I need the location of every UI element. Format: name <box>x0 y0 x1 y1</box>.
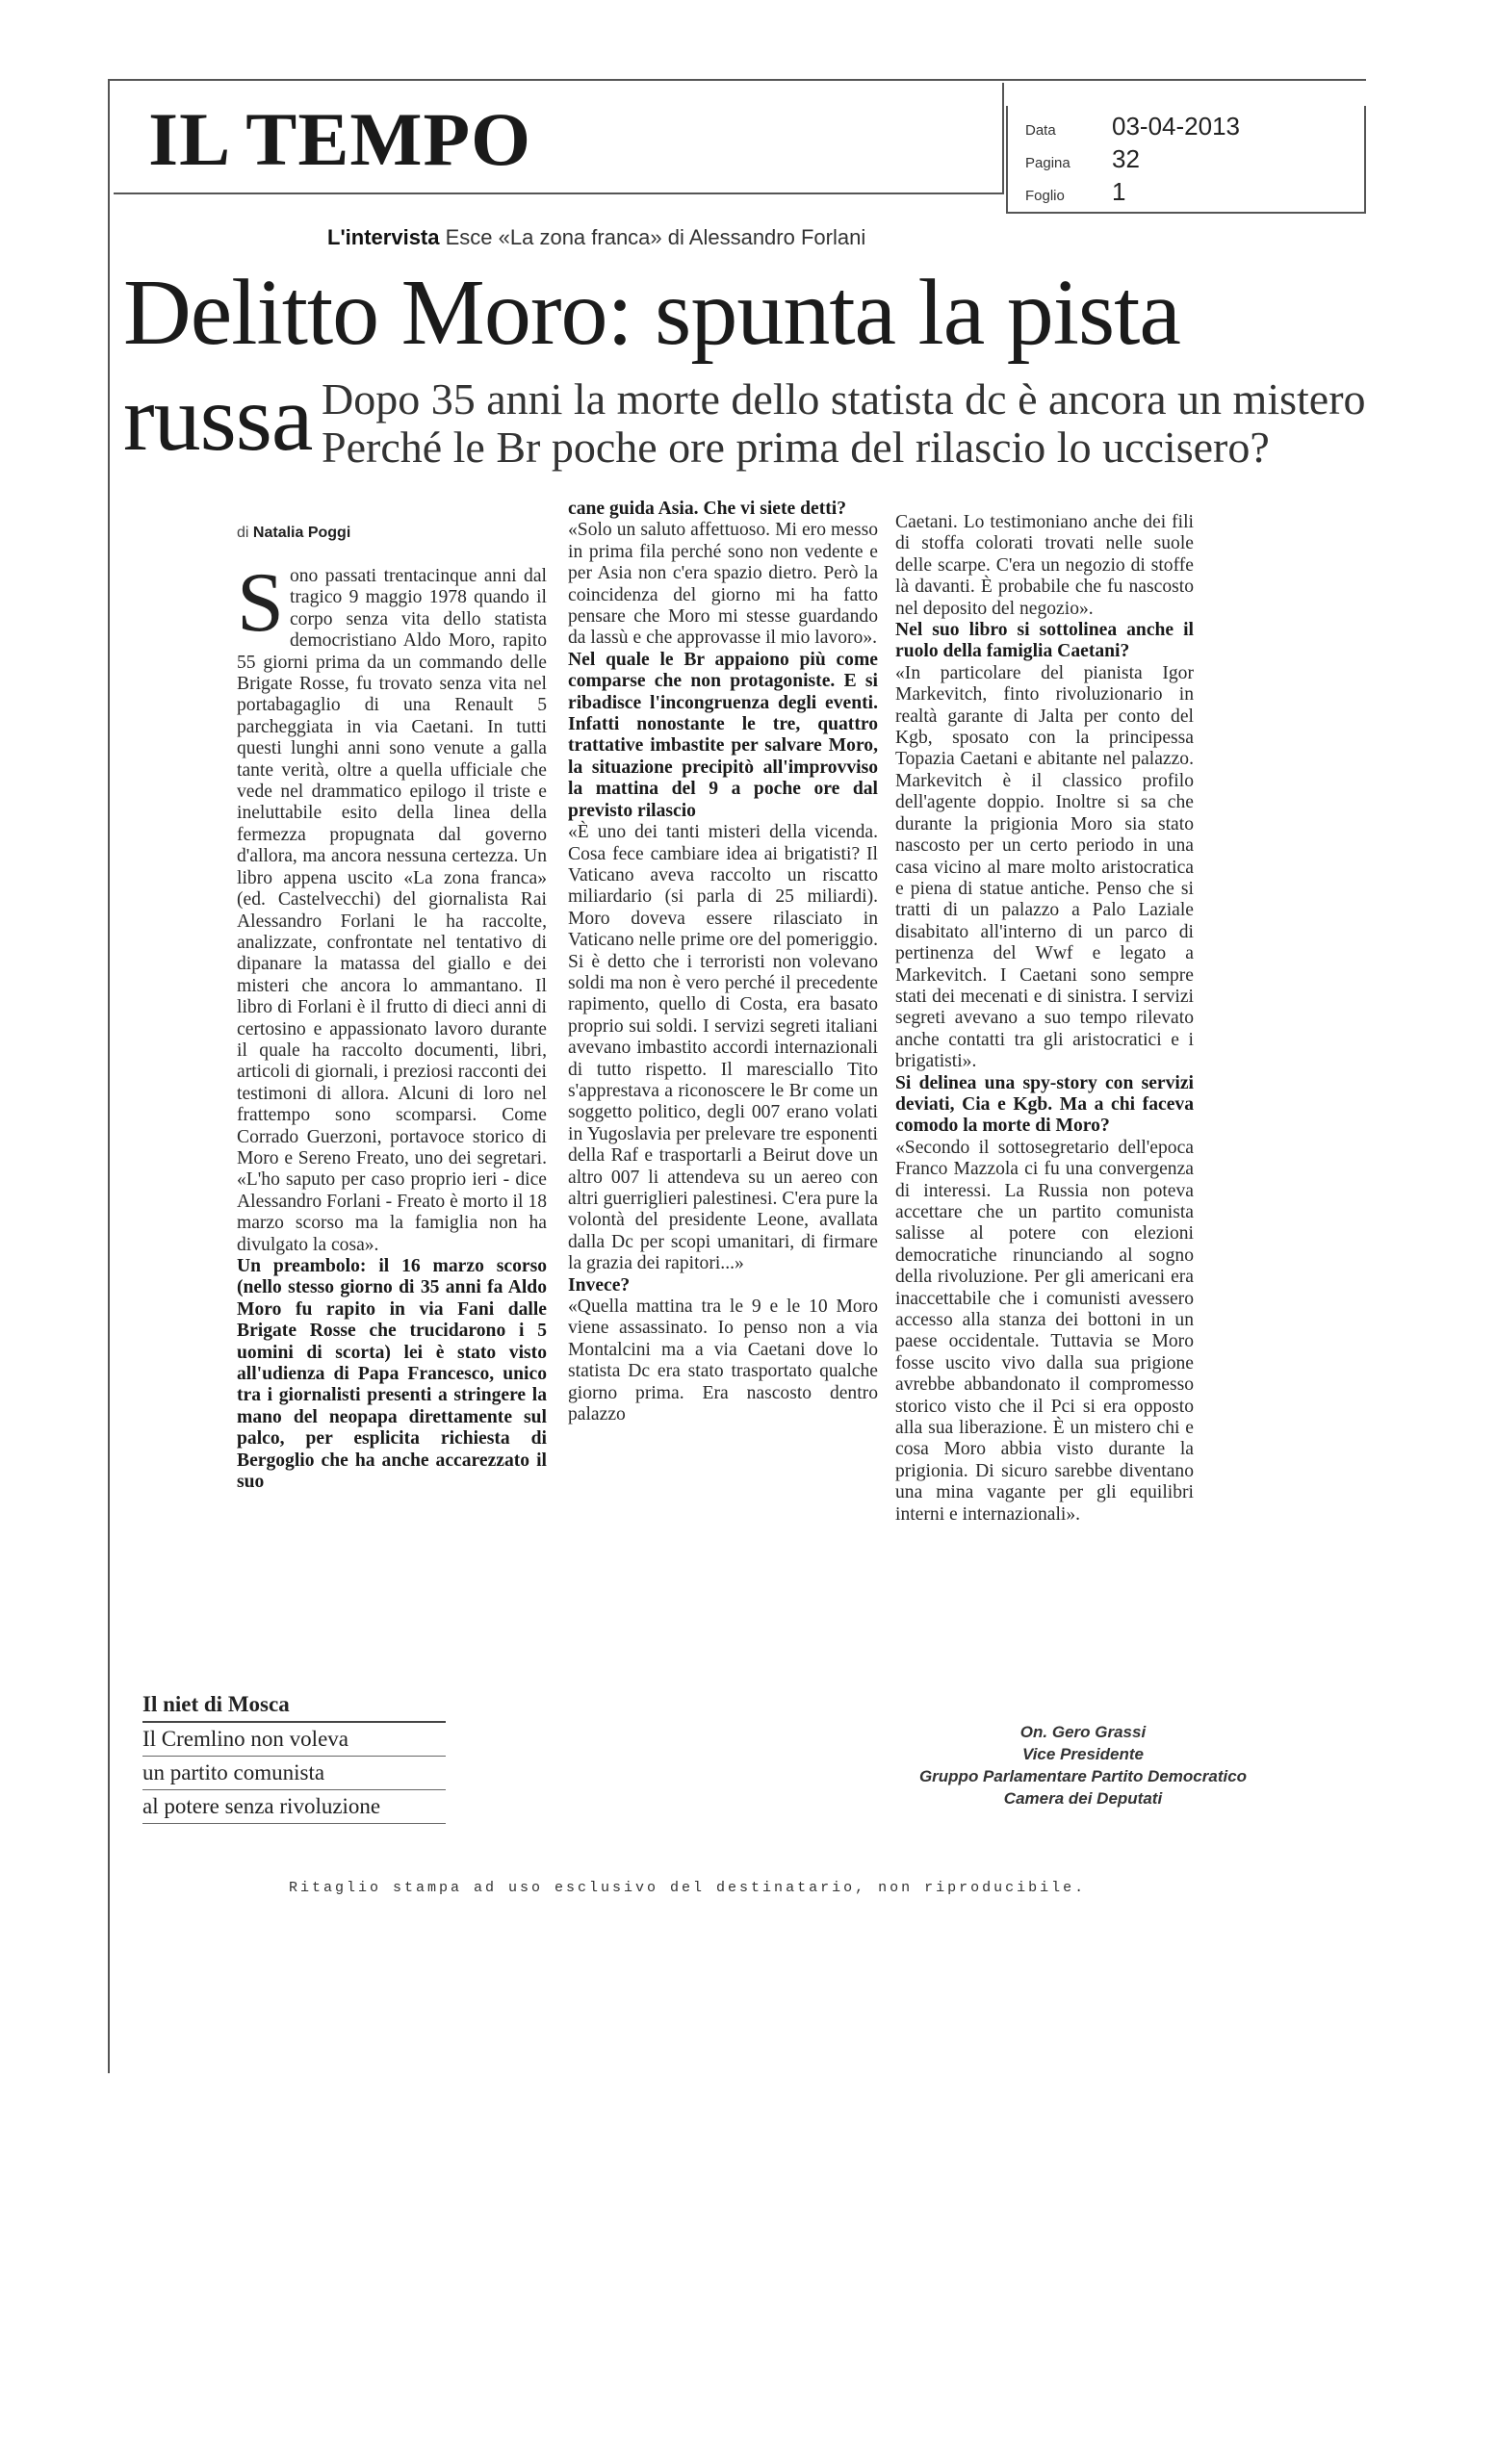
page-value: 32 <box>1112 144 1140 173</box>
sheet-label: Foglio <box>1025 188 1065 204</box>
column-3 <box>895 512 1194 1526</box>
signature-name: On. Gero Grassi <box>1019 1723 1147 1741</box>
column-1 <box>237 556 547 1493</box>
byline-prefix: di <box>237 525 253 541</box>
sheet-value: 1 <box>1112 177 1126 206</box>
interview-answer: «In particolare del pianista Igor Markevitch, finto rivoluzionario in realtà garante di Jalta per conto del Kgb, sposato con la principessa Topazia Caetani e abitante nel palazzo. Markevitch è il classico profilo dell'agente doppio. Inoltre si sa che durante la prigionia Moro sia stato nascosto per un certo periodo in una casa vicino al mare molto aristocratica e piena di statue antiche. Penso che si tratti di un palazzo a Palo Laziale disabitato all'interno di un parco di pertinenza del Wwf e legato a Markevitch. I Caetani sono sempre stati dei mecenati e di sinistra. I servizi segreti avevano a suo tempo rilevato anche contatti tra gli aristocratici e i brigatisti». <box>895 662 1194 1072</box>
subheadline-line-1: Dopo 35 anni la morte dello statista dc è ancora un mistero <box>322 374 1366 424</box>
date-row <box>1025 112 1240 141</box>
paragraph-text: ono passati trentacinque anni dal tragico 9 maggio 1978 quando il corpo senza vita dello statista democristiano Aldo Moro, rapito 55 giorni prima da un commando delle Brigate Rosse, fu trovato senza vita nel portabagaglio di una Renault 5 parcheggiata in via Caetani. In tutti questi lunghi anni sono venute a galla tante verità, oltre a quella ufficiale che vede nel drammatico epilogo il triste e ineluttabile esito della linea della fermezza propugnata dal governo d'allora, ma ancora nessuna certezza. Un libro appena uscito «La zona franca» (ed. Castelvecchi) del giornalista Rai Alessandro Forlani le ha raccolte, analizzate, confrontate nel tentativo di dipanare la matassa del giallo e dei misteri che ancora lo ammantano. Il libro di Forlani è il frutto di dieci anni di certosino e appassionato lavoro durante il quale ha raccolto documenti, libri, articoli di giornali, i preziosi racconti dei testimoni di allora. Alcuni di loro nel frattempo sono scomparsi. Come Corrado Guerzoni, portavoce storico di Moro e Sereno Freato, uno dei segretari. «L'ho saputo per caso proprio ieri - dice Alessandro Forlani - Freato è morto il 18 marzo scorso ma la famiglia non ha divulgato la cosa». <box>237 566 547 1255</box>
interview-question: Invece? <box>568 1274 631 1296</box>
copyright-notice: Ritaglio stampa ad uso esclusivo del destinatario, non riproducibile. <box>289 1880 1087 1896</box>
interview-answer: «Secondo il sottosegretario dell'epoca Franco Mazzola ci fu una convergenza di interessi. La Russia non poteva accettare che un partito comunista salisse al potere con elezioni democratiche rinunciando al sogno della rivoluzione. Per gli americani era inaccettabile che i comunisti avessero accesso alla stanza dei bottoni in un paese occidentale. Tuttavia se Moro fosse uscito vivo dalla sua prigione avrebbe abbandonato il compromesso storico visto che il Pci si era opposto alla sua liberazione. È un mistero chi e cosa Moro abbia visto durante la prigionia. Di sicuro sarebbe diventano una mina vagante per gli equilibri interni e internazionali». <box>895 1137 1194 1525</box>
kicker-label: L'intervista <box>327 225 440 249</box>
interview-question: cane guida Asia. Che vi siete detti? <box>568 499 846 519</box>
subheadline-line-2: Perché le Br poche ore prima del rilascio lo uccisero? <box>322 423 1270 472</box>
paragraph <box>237 556 547 1256</box>
interview-question: Si delinea una spy-story con servizi deviati, Cia e Kgb. Ma a chi faceva comodo la morte di Moro? <box>895 1072 1194 1137</box>
interview-answer: Caetani. Lo testimoniano anche dei fili di stoffa colorati trovati nelle suole delle scarpe. C'era un negozio di stoffe là davanti. È probabile che fu nascosto nel deposito del negozio». <box>895 512 1194 619</box>
headline: Delitto Moro: spunta la pista russa <box>123 261 1180 471</box>
interview-answer: «È uno dei tanti misteri della vicenda. Cosa fece cambiare idea ai brigatisti? Il Vaticano aveva raccolto un riscatto miliardario (si parla di 25 miliardi). Moro doveva essere rilasciato in Vaticano nelle prime ore del pomeriggio. Si è detto che i terroristi non volevano soldi ma non è vero perché il precedente rapimento, quello di Costa, era basato proprio sui soldi. I servizi segreti italiani avevano imbastito accordi internazionali di tutto rispetto. Il maresciallo Tito s'apprestava a riconoscere le Br come un soggetto politico, degli 007 erano volati in Yugoslavia per prelevare tre esponenti della Raf e trasportarli a Beirut dove un altro 007 li attendeva su un aereo con altri guerriglieri palestinesi. C'era pure la volontà del presidente Leone, avallata dalla Dc per scopi umanitari, di firmare la grazia dei rapitori...» <box>568 822 878 1274</box>
sheet-row <box>1025 177 1125 207</box>
newspaper-logo: IL TEMPO <box>148 97 532 181</box>
masthead <box>114 83 1004 194</box>
interview-answer: «Solo un saluto affettuoso. Mi ero messo in prima fila perché sono non vedente e per Asia non c'era spazio dietro. Però la coincidenza del giorno mi ha fatto pensare che Moro mi stesse guardando da lassù e che approvasse il mio lavoro». <box>568 520 878 649</box>
clipping-metadata <box>1006 106 1366 214</box>
sidebar-box-title: Il niet di Mosca <box>142 1690 446 1723</box>
date-value: 03-04-2013 <box>1112 112 1240 141</box>
page-row <box>1025 144 1140 174</box>
interview-question: Nel quale le Br appaiono più come comparse che non protagoniste. E si ribadisce l'incongruenza degli eventi. Infatti nonostante le tre, quattro trattative imbastite per salvare Moro, la situazione precipitò all'improvviso la mattina del 9 a poche ore dal previsto rilascio <box>568 649 878 821</box>
byline <box>237 525 350 542</box>
sidebar-box <box>142 1690 446 1824</box>
article-kicker <box>327 225 865 250</box>
sidebar-box-line: Il Cremlino non voleva <box>142 1723 446 1757</box>
page-label: Pagina <box>1025 155 1070 171</box>
byline-author: Natalia Poggi <box>252 525 351 541</box>
date-label: Data <box>1025 122 1056 139</box>
column-2 <box>568 499 878 1425</box>
kicker-text: Esce «La zona franca» di Alessandro Forlani <box>439 225 866 249</box>
sidebar-box-line: al potere senza rivoluzione <box>142 1790 446 1824</box>
signature-group: Gruppo Parlamentare Partito Democratico <box>918 1767 1248 1785</box>
signature-role: Vice Presidente <box>1022 1745 1144 1763</box>
interview-question: Un preambolo: il 16 marzo scorso (nello stesso giorno di 35 anni fa Aldo Moro fu rapito in via Fani dalle Brigate Rosse che trucidarono i 5 uomini di scorta) lei è stato visto all'udienza di Papa Francesco, unico tra i giornalisti presenti a stringere la mano del neopapa direttamente sul palco, per esplicita richiesta di Bergoglio che ha anche accarezzato il suo <box>237 1256 547 1493</box>
sidebar-box-line: un partito comunista <box>142 1757 446 1790</box>
signature-chamber: Camera dei Deputati <box>1003 1789 1163 1808</box>
interview-answer: «Quella mattina tra le 9 e le 10 Moro viene assassinato. Io penso non a via Montalcini ma a via Caetani dove lo statista Dc era stato trasportato qualche giorno prima. Era nascosto dentro palazzo <box>568 1296 878 1425</box>
subheadline <box>322 375 1366 472</box>
signature-block <box>866 1721 1300 1810</box>
interview-question: Nel suo libro si sottolinea anche il ruolo della famiglia Caetani? <box>895 620 1194 662</box>
drop-cap: S <box>237 556 284 650</box>
